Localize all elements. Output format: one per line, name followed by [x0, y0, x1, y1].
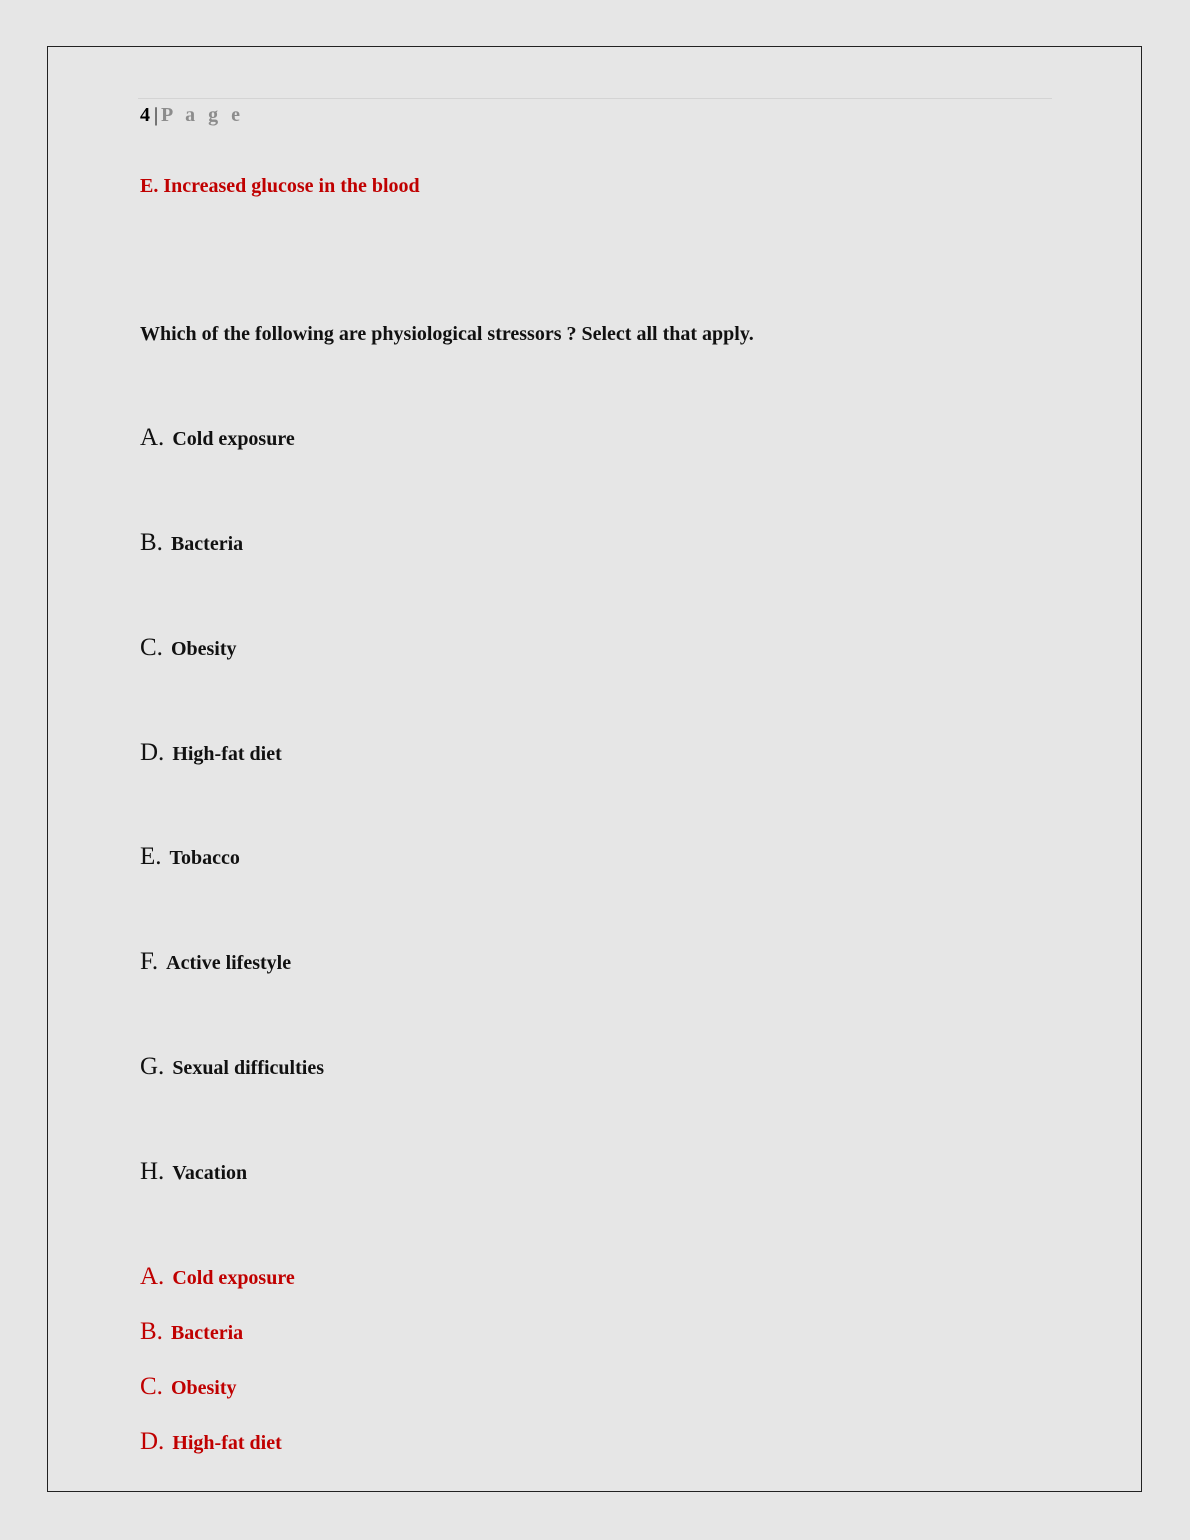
option-text: Bacteria — [170, 533, 244, 555]
option-letter: C. — [140, 634, 163, 661]
option-e — [140, 843, 240, 871]
option-text: Vacation — [172, 1162, 248, 1184]
option-text: High-fat diet — [172, 743, 282, 765]
option-letter: D. — [140, 739, 165, 766]
answer-letter: A. — [140, 1263, 165, 1290]
option-letter: G. — [140, 1053, 165, 1080]
previous-answer: E. Increased glucose in the blood — [140, 175, 420, 197]
option-text: Sexual difficulties — [172, 1057, 324, 1079]
page-number: 4 — [140, 104, 150, 126]
option-b — [140, 529, 243, 557]
option-d — [140, 739, 282, 767]
option-text: Cold exposure — [172, 428, 295, 450]
answer-text: Cold exposure — [172, 1267, 295, 1289]
header-rule — [138, 98, 1052, 99]
option-letter: B. — [140, 529, 163, 556]
answer-d — [140, 1428, 282, 1456]
question-text: Which of the following are physiological stressors ? Select all that apply. — [140, 323, 754, 345]
answer-letter: C. — [140, 1373, 163, 1400]
option-letter: H. — [140, 1158, 165, 1185]
page-word: P a g e — [161, 104, 245, 126]
answer-letter: D. — [140, 1428, 165, 1455]
answer-text: High-fat diet — [172, 1432, 282, 1454]
option-h — [140, 1158, 247, 1186]
option-letter: F. — [140, 948, 159, 975]
option-a — [140, 424, 295, 452]
answer-text: Bacteria — [170, 1322, 244, 1344]
answer-letter: B. — [140, 1318, 163, 1345]
answer-b — [140, 1318, 243, 1346]
answer-text: Obesity — [170, 1377, 237, 1399]
page-header — [140, 104, 244, 127]
option-c — [140, 634, 237, 662]
page-separator: | — [154, 104, 159, 126]
option-text: Tobacco — [169, 847, 240, 869]
option-letter: A. — [140, 424, 165, 451]
option-letter: E. — [140, 843, 162, 870]
option-text: Active lifestyle — [166, 952, 292, 974]
answer-c — [140, 1373, 237, 1401]
option-text: Obesity — [170, 638, 237, 660]
answer-a — [140, 1263, 295, 1291]
option-f — [140, 948, 291, 976]
option-g — [140, 1053, 324, 1081]
